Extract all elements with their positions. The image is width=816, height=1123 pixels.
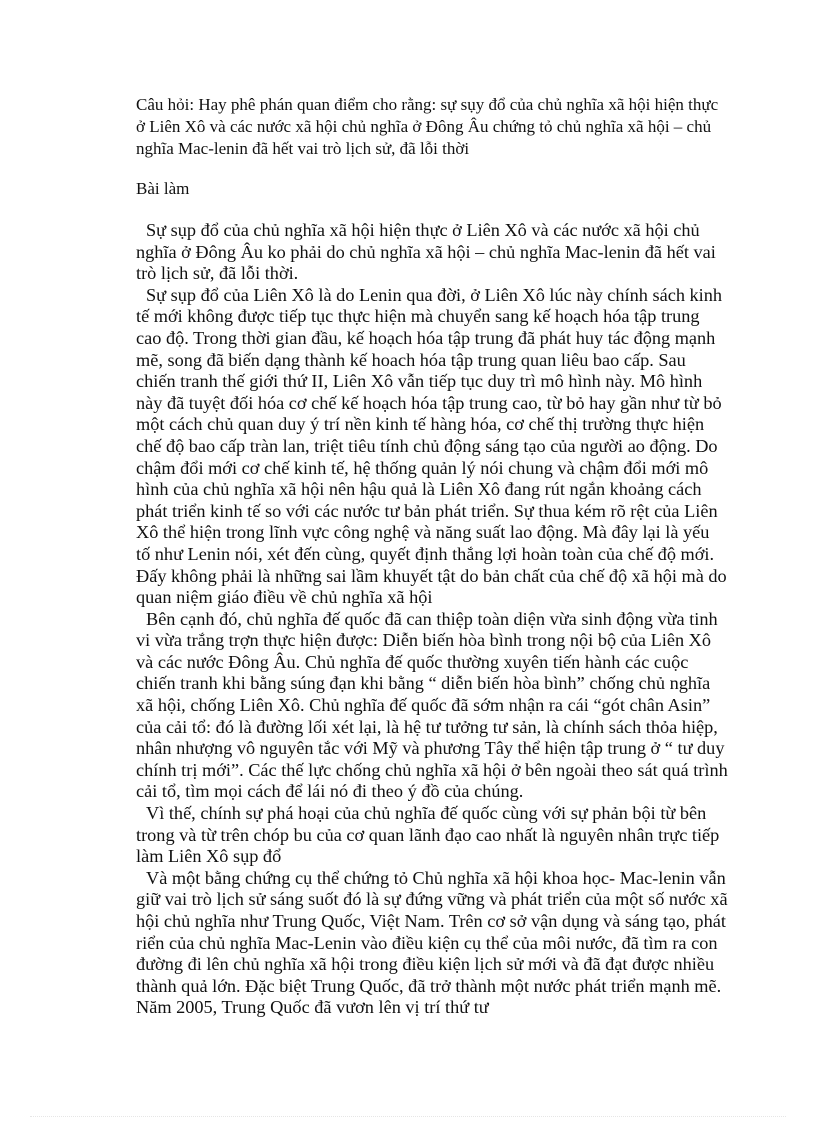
body-paragraph-1: Sự sụp đổ của chủ nghĩa xã hội hiện thực ở Liên Xô và các nước xã hội chủ nghĩa ở Đông Âu ko phải do chủ nghĩa xã hội – chủ nghĩa Mac-lenin đã hết vai trò lịch sử, đã lỗi thời.: [136, 220, 716, 284]
body-paragraph-3: Bên cạnh đó, chủ nghĩa đế quốc đã can thiệp toàn diện vừa sinh động vừa tinh vi vừa trắng trợn thực hiện được: Diễn biến hòa bình trong nội bộ của Liên Xô và các nước Đông Âu. Chủ nghĩa đế quốc thường xuyên tiến hành các cuộc chiến tranh khi bằng súng đạn khi bằng “ diễn biến hòa bình” chống chủ nghĩa xã hội, chống Liên Xô. Chủ nghĩa đế quốc đã sớm nhận ra cái “gót chân Asin” của cải tổ: đó là đường lối xét lại, là hệ tư tưởng tư sản, là chính sách thỏa hiệp, nhân nhượng vô nguyên tắc với Mỹ và phương Tây thể hiện tập trung ở “ tư duy chính trị mới”. Các thế lực chống chủ nghĩa xã hội ở bên ngoài theo sát quá trình cải tổ, tìm mọi cách để lái nó đi theo ý đồ của chúng.: [136, 608, 728, 802]
document-body: [136, 94, 728, 1019]
body-paragraph-4: Vì thế, chính sự phá hoại của chủ nghĩa đế quốc cùng với sự phản bội từ bên trong và từ trên chóp bu của cơ quan lãnh đạo cao nhất là nguyên nhân trực tiếp làm Liên Xô sụp đổ: [136, 803, 720, 867]
body-paragraph-5: Và một bằng chứng cụ thể chứng tỏ Chủ nghĩa xã hội khoa học- Mac-lenin vẫn giữ vai trò lịch sử sáng suốt đó là sự đứng vững và phát triển của một số nước xã hội chủ nghĩa như Trung Quốc, Việt Nam. Trên cơ sở vận dụng và sáng tạo, phát riển của chủ nghĩa Mac-Lenin vào điều kiện cụ thể của môi nước, đã tìm ra con đường đi lên chủ nghĩa xã hội trong điều kiện lịch sử mới và đã đạt được nhiều thành quả lớn. Đặc biệt Trung Quốc, đã trở thành một nước phát triển mạnh mẽ. Năm 2005, Trung Quốc đã vươn lên vị trí thứ tư: [136, 867, 728, 1018]
question-text: Câu hỏi: Hay phê phán quan điểm cho rằng: sự sụy đổ của chủ nghĩa xã hội hiện thực ở Liên Xô và các nước xã hội chủ nghĩa ở Đông Âu chứng tỏ chủ nghĩa xã hội – chủ nghĩa Mac-lenin đã hết vai trò lịch sử, đã lỗi thời: [136, 95, 719, 158]
body-paragraph-2: Sự sụp đổ của Liên Xô là do Lenin qua đời, ở Liên Xô lúc này chính sách kinh tế mới không được tiếp tục thực hiện mà chuyển sang kế hoạch hóa tập trung cao độ. Trong thời gian đầu, kế hoạch hóa tập trung đã phát huy tác động mạnh mẽ, song đã biến dạng thành kế hoach hóa tập trung quan liêu bao cấp. Sau chiến tranh thế giới thứ II, Liên Xô vẫn tiếp tục duy trì mô hình này. Mô hình này đã tuyệt đối hóa cơ chế kế hoạch hóa tập trung cao, từ bỏ hay gần như từ bỏ một cách chủ quan duy ý trí nền kinh tế hàng hóa, cơ chế thị trường thực hiện chế độ bao cấp tràn lan, triệt tiêu tính chủ động sáng tạo của người ao động. Do chậm đổi mới cơ chế kinh tế, hệ thống quản lý nói chung và chậm đổi mới mô hình của chủ nghĩa xã hội nên hậu quả là Liên Xô đang rút ngắn khoảng cách phát triển kinh tế so với các nước tư bản phát triển. Sự thua kém rõ rệt của Liên Xô thể hiện trong lĩnh vực công nghệ và năng suất lao động. Mà đây lại là yếu tố như Lenin nói, xét đến cùng, quyết định thắng lợi hoàn toàn của chế độ mới. Đấy không phải là những sai lầm khuyết tật do bản chất của chế độ xã hội mà do quan niệm giáo điều về chủ nghĩa xã hội: [136, 284, 727, 608]
page-bottom-divider: [30, 1116, 786, 1117]
answer-heading: Bài làm: [136, 179, 190, 198]
